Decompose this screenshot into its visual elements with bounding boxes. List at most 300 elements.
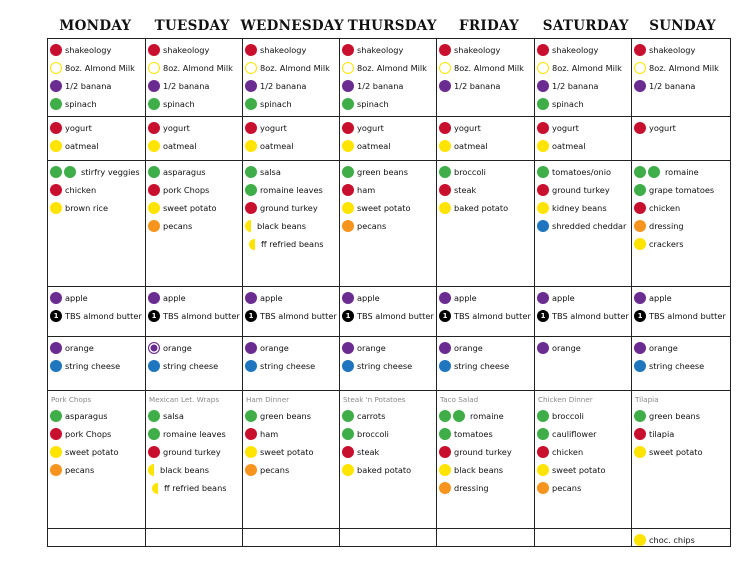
food-item-label: pecans xyxy=(357,221,387,231)
food-item-label: romaine xyxy=(665,167,699,177)
food-item-label: TBS almond butter xyxy=(552,311,629,321)
row-divider xyxy=(48,336,730,337)
blue-dot-icon xyxy=(439,360,451,372)
green-dot-icon xyxy=(64,166,76,178)
red-dot-icon xyxy=(342,446,354,458)
cell-sunday-row-3 xyxy=(632,163,731,286)
green-dot-icon xyxy=(245,98,257,110)
food-item-label: 8oz. Almond Milk xyxy=(65,63,135,73)
green-dot-icon xyxy=(634,166,646,178)
cell-saturday-row-2 xyxy=(535,119,631,160)
food-item-label: green beans xyxy=(649,411,700,421)
food-item xyxy=(245,339,339,357)
food-item xyxy=(439,339,534,357)
tbs-black-dot-icon: 1 xyxy=(634,310,646,322)
red-dot-icon xyxy=(342,122,354,134)
food-item xyxy=(342,59,436,77)
food-item xyxy=(439,357,534,375)
red-dot-icon xyxy=(342,184,354,196)
purple-dot-icon xyxy=(50,342,62,354)
food-item xyxy=(634,531,731,547)
yellow-ring-icon xyxy=(342,62,354,74)
food-item xyxy=(342,137,436,155)
food-item xyxy=(439,425,534,443)
food-item-label: salsa xyxy=(260,167,281,177)
purple-dot-icon xyxy=(439,292,451,304)
red-dot-icon xyxy=(148,184,160,196)
food-item xyxy=(439,119,534,137)
food-item xyxy=(342,95,436,113)
food-item-label: TBS almond butter xyxy=(163,311,240,321)
food-item xyxy=(537,41,631,59)
food-item-label: oatmeal xyxy=(552,141,586,151)
cell-friday-row-4 xyxy=(437,289,534,336)
half-yellow-dot-icon xyxy=(249,239,255,250)
food-item xyxy=(148,357,242,375)
green-dot-icon xyxy=(537,98,549,110)
purple-dot-icon xyxy=(50,292,62,304)
food-item-label: shakeology xyxy=(65,45,112,55)
food-item xyxy=(148,307,242,325)
food-item xyxy=(537,119,631,137)
food-item xyxy=(245,235,339,253)
meal-title: Taco Salad xyxy=(440,395,479,404)
food-item-label: brown rice xyxy=(65,203,109,213)
food-item xyxy=(342,119,436,137)
orange-dot-icon xyxy=(342,220,354,232)
meal-title: Ham Dinner xyxy=(246,395,290,404)
food-item xyxy=(439,59,534,77)
food-item xyxy=(245,217,339,235)
food-item xyxy=(537,137,631,155)
food-item xyxy=(245,461,339,479)
food-item-label: stirfry veggies xyxy=(81,167,140,177)
cell-wednesday-row-5 xyxy=(243,339,339,390)
food-item-label: TBS almond butter xyxy=(260,311,337,321)
green-dot-icon xyxy=(634,184,646,196)
food-item-label: tomatoes xyxy=(454,429,493,439)
green-dot-icon xyxy=(148,98,160,110)
food-item-label: orange xyxy=(454,343,483,353)
food-item-label: string cheese xyxy=(65,361,121,371)
green-dot-icon xyxy=(453,410,465,422)
food-item xyxy=(342,217,436,235)
food-item xyxy=(439,77,534,95)
food-item xyxy=(634,357,731,375)
yellow-dot-icon xyxy=(634,446,646,458)
food-item xyxy=(342,339,436,357)
food-item-label: ham xyxy=(260,429,279,439)
red-dot-icon xyxy=(439,44,451,56)
food-item xyxy=(148,77,242,95)
food-item-label: yogurt xyxy=(357,123,384,133)
food-item xyxy=(245,119,339,137)
red-dot-icon xyxy=(342,44,354,56)
food-item-label: orange xyxy=(260,343,289,353)
food-item-label: oatmeal xyxy=(65,141,99,151)
food-item-label: steak xyxy=(357,447,380,457)
yellow-dot-icon xyxy=(148,202,160,214)
food-item-label: ground turkey xyxy=(163,447,221,457)
food-item xyxy=(148,59,242,77)
food-item-label: shakeology xyxy=(552,45,599,55)
yellow-dot-icon xyxy=(245,140,257,152)
day-header-monday: MONDAY xyxy=(59,18,132,34)
food-item-label: pork Chops xyxy=(65,429,112,439)
food-item-label: sweet potato xyxy=(649,447,703,457)
cell-tuesday-row-3 xyxy=(146,163,242,286)
day-header-saturday: SATURDAY xyxy=(542,18,629,34)
food-item xyxy=(634,307,731,325)
red-dot-icon xyxy=(537,446,549,458)
purple-ring-dot-icon xyxy=(148,342,160,354)
tbs-black-dot-icon: 1 xyxy=(50,310,62,322)
cell-monday-row-4 xyxy=(48,289,145,336)
food-item-label: pork Chops xyxy=(163,185,210,195)
red-dot-icon xyxy=(537,122,549,134)
purple-dot-icon xyxy=(148,292,160,304)
food-item-label: orange xyxy=(357,343,386,353)
day-header-thursday: THURSDAY xyxy=(347,18,437,34)
food-item-label: oatmeal xyxy=(454,141,488,151)
food-item xyxy=(50,339,145,357)
food-item xyxy=(245,357,339,375)
food-item xyxy=(148,217,242,235)
green-dot-icon xyxy=(342,428,354,440)
cell-sunday-row-6 xyxy=(632,393,731,528)
cell-saturday-row-5 xyxy=(535,339,631,390)
red-dot-icon xyxy=(537,44,549,56)
food-item xyxy=(537,407,631,425)
food-item-label: ff refried beans xyxy=(164,483,227,493)
food-item-label: shakeology xyxy=(163,45,210,55)
food-item-label: shredded cheddar xyxy=(552,221,627,231)
food-item xyxy=(439,181,534,199)
food-item xyxy=(634,119,731,137)
green-dot-icon xyxy=(50,410,62,422)
tbs-black-dot-icon: 1 xyxy=(537,310,549,322)
food-item-label: shakeology xyxy=(357,45,404,55)
cell-tuesday-row-1 xyxy=(146,41,242,116)
green-dot-icon xyxy=(439,166,451,178)
food-item-label: 8oz. Almond Milk xyxy=(163,63,233,73)
green-dot-icon xyxy=(148,166,160,178)
blue-dot-icon xyxy=(50,360,62,372)
cell-wednesday-row-1 xyxy=(243,41,339,116)
food-item-label: tomatoes/onio xyxy=(552,167,611,177)
cell-tuesday-row-4 xyxy=(146,289,242,336)
food-item xyxy=(634,425,731,443)
green-dot-icon xyxy=(342,410,354,422)
green-dot-icon xyxy=(634,410,646,422)
green-dot-icon xyxy=(245,184,257,196)
tbs-black-dot-icon: 1 xyxy=(439,310,451,322)
red-dot-icon xyxy=(439,122,451,134)
purple-dot-icon xyxy=(245,342,257,354)
purple-dot-icon xyxy=(634,342,646,354)
half-yellow-dot-icon xyxy=(148,464,154,476)
cell-friday-row-5 xyxy=(437,339,534,390)
green-dot-icon xyxy=(537,166,549,178)
orange-dot-icon xyxy=(439,482,451,494)
red-dot-icon xyxy=(439,184,451,196)
food-item xyxy=(245,425,339,443)
food-item-label: yogurt xyxy=(260,123,287,133)
food-item-label: oatmeal xyxy=(163,141,197,151)
food-item xyxy=(148,95,242,113)
food-item-label: romaine leaves xyxy=(163,429,226,439)
blue-dot-icon xyxy=(342,360,354,372)
food-item xyxy=(148,425,242,443)
food-item xyxy=(342,77,436,95)
food-item xyxy=(634,339,731,357)
food-item xyxy=(148,137,242,155)
yellow-dot-icon xyxy=(439,202,451,214)
food-item-label: chicken xyxy=(649,203,681,213)
yellow-dot-icon xyxy=(342,140,354,152)
food-item-label: green beans xyxy=(357,167,408,177)
food-item xyxy=(342,289,436,307)
food-item-label: baked potato xyxy=(357,465,412,475)
cell-thursday-row-7 xyxy=(340,531,436,547)
food-item xyxy=(439,443,534,461)
food-item-label: TBS almond butter xyxy=(65,311,142,321)
food-item xyxy=(634,407,731,425)
food-item-label: shakeology xyxy=(454,45,501,55)
cell-thursday-row-4 xyxy=(340,289,436,336)
green-dot-icon xyxy=(537,428,549,440)
food-item xyxy=(245,407,339,425)
food-item xyxy=(439,479,534,497)
red-dot-icon xyxy=(50,428,62,440)
blue-dot-icon xyxy=(634,360,646,372)
food-item-label: oatmeal xyxy=(357,141,391,151)
green-dot-icon xyxy=(439,428,451,440)
food-item-label: spinach xyxy=(357,99,389,109)
cell-monday-row-1 xyxy=(48,41,145,116)
yellow-ring-icon xyxy=(634,62,646,74)
food-item xyxy=(439,289,534,307)
red-dot-icon xyxy=(50,184,62,196)
food-item xyxy=(537,163,631,181)
food-item xyxy=(50,95,145,113)
red-dot-icon xyxy=(148,122,160,134)
food-item-label: spinach xyxy=(260,99,292,109)
double-green-dot-icon xyxy=(439,410,467,422)
food-item xyxy=(148,163,242,181)
food-item xyxy=(634,217,731,235)
food-item-label: yogurt xyxy=(65,123,92,133)
food-item xyxy=(342,199,436,217)
cell-sunday-row-4 xyxy=(632,289,731,336)
food-item-label: oatmeal xyxy=(260,141,294,151)
cell-friday-row-7 xyxy=(437,531,534,547)
food-item-label: apple xyxy=(65,293,88,303)
food-item-label: baked potato xyxy=(454,203,509,213)
food-item xyxy=(50,407,145,425)
food-item xyxy=(537,77,631,95)
purple-dot-icon xyxy=(634,292,646,304)
food-item xyxy=(245,163,339,181)
red-dot-icon xyxy=(148,44,160,56)
food-item-label: 8oz. Almond Milk xyxy=(552,63,622,73)
food-item xyxy=(537,95,631,113)
food-item xyxy=(634,443,731,461)
food-item xyxy=(439,307,534,325)
green-dot-icon xyxy=(50,166,62,178)
food-item-label: yogurt xyxy=(552,123,579,133)
food-item xyxy=(245,95,339,113)
food-item-label: 8oz. Almond Milk xyxy=(260,63,330,73)
green-dot-icon xyxy=(342,166,354,178)
cell-monday-row-2 xyxy=(48,119,145,160)
food-item-label: broccoli xyxy=(357,429,389,439)
food-item xyxy=(245,199,339,217)
food-item-label: apple xyxy=(454,293,477,303)
food-item-label: chicken xyxy=(552,447,584,457)
food-item-label: yogurt xyxy=(163,123,190,133)
orange-dot-icon xyxy=(537,482,549,494)
yellow-dot-icon xyxy=(439,464,451,476)
red-dot-icon xyxy=(634,44,646,56)
food-item xyxy=(634,59,731,77)
half-yellow-dot-icon xyxy=(152,483,158,494)
food-item xyxy=(50,357,145,375)
purple-dot-icon xyxy=(245,292,257,304)
food-item-label: sweet potato xyxy=(163,203,217,213)
purple-dot-icon xyxy=(342,342,354,354)
meal-title: Pork Chops xyxy=(51,395,92,404)
blue-dot-icon xyxy=(245,360,257,372)
food-item-label: 1/2 banana xyxy=(65,81,112,91)
food-item-label: green beans xyxy=(260,411,311,421)
cell-sunday-row-2 xyxy=(632,119,731,160)
food-item-label: TBS almond butter xyxy=(357,311,434,321)
food-item xyxy=(245,307,339,325)
yellow-ring-icon xyxy=(50,62,62,74)
cell-thursday-row-5 xyxy=(340,339,436,390)
food-item xyxy=(342,357,436,375)
food-item xyxy=(148,289,242,307)
food-item-label: 8oz. Almond Milk xyxy=(649,63,719,73)
food-item-label: yogurt xyxy=(649,123,676,133)
cell-friday-row-2 xyxy=(437,119,534,160)
food-item xyxy=(148,443,242,461)
food-item xyxy=(50,137,145,155)
food-item xyxy=(245,137,339,155)
green-dot-icon xyxy=(148,410,160,422)
cell-tuesday-row-7 xyxy=(146,531,242,547)
food-item-label: dressing xyxy=(649,221,684,231)
food-item xyxy=(148,407,242,425)
food-item-label: steak xyxy=(454,185,477,195)
cell-saturday-row-6 xyxy=(535,393,631,528)
food-item-label: romaine xyxy=(470,411,504,421)
orange-dot-icon xyxy=(50,464,62,476)
yellow-dot-icon xyxy=(148,140,160,152)
row-divider xyxy=(48,286,730,287)
food-item-label: black beans xyxy=(257,221,307,231)
red-dot-icon xyxy=(50,122,62,134)
red-dot-icon xyxy=(245,122,257,134)
cell-friday-row-1 xyxy=(437,41,534,116)
food-item xyxy=(439,407,534,425)
food-item-label: crackers xyxy=(649,239,684,249)
red-dot-icon xyxy=(439,446,451,458)
yellow-dot-icon xyxy=(245,446,257,458)
cell-wednesday-row-4 xyxy=(243,289,339,336)
row-divider xyxy=(48,160,730,161)
food-item-label: string cheese xyxy=(649,361,705,371)
food-item-label: 1/2 banana xyxy=(454,81,501,91)
cell-sunday-row-5 xyxy=(632,339,731,390)
food-item xyxy=(537,479,631,497)
food-item xyxy=(439,163,534,181)
purple-dot-icon xyxy=(537,80,549,92)
food-item-label: ground turkey xyxy=(260,203,318,213)
food-item xyxy=(537,307,631,325)
yellow-dot-icon xyxy=(634,534,646,546)
food-item xyxy=(537,217,631,235)
purple-dot-icon xyxy=(50,80,62,92)
food-item xyxy=(439,137,534,155)
food-item-label: sweet potato xyxy=(552,465,606,475)
cell-monday-row-7 xyxy=(48,531,145,547)
meal-title: Steak 'n Potatoes xyxy=(343,395,406,404)
purple-dot-icon xyxy=(148,80,160,92)
food-item-label: black beans xyxy=(160,465,210,475)
food-item xyxy=(634,41,731,59)
food-item xyxy=(439,41,534,59)
orange-dot-icon xyxy=(634,220,646,232)
food-item-label: spinach xyxy=(552,99,584,109)
cell-thursday-row-1 xyxy=(340,41,436,116)
orange-dot-icon xyxy=(148,220,160,232)
food-item-label: sweet potato xyxy=(65,447,119,457)
yellow-ring-icon xyxy=(148,62,160,74)
food-item xyxy=(634,199,731,217)
food-item xyxy=(50,119,145,137)
row-divider xyxy=(48,390,730,391)
orange-dot-icon xyxy=(245,464,257,476)
yellow-dot-icon xyxy=(537,202,549,214)
food-item xyxy=(537,289,631,307)
food-item xyxy=(148,181,242,199)
food-item xyxy=(634,163,731,181)
food-item xyxy=(537,443,631,461)
cell-friday-row-3 xyxy=(437,163,534,286)
food-item xyxy=(50,199,145,217)
food-item-label: pecans xyxy=(260,465,290,475)
food-item xyxy=(50,163,145,181)
food-item-label: apple xyxy=(649,293,672,303)
green-dot-icon xyxy=(245,410,257,422)
food-item-label: pecans xyxy=(65,465,95,475)
food-item-label: spinach xyxy=(65,99,97,109)
meal-title: Mexican Let. Wraps xyxy=(149,395,220,404)
red-dot-icon xyxy=(634,428,646,440)
food-item-label: yogurt xyxy=(454,123,481,133)
double-green-dot-icon xyxy=(50,166,78,178)
food-item xyxy=(50,461,145,479)
food-item-label: salsa xyxy=(163,411,184,421)
food-item xyxy=(50,41,145,59)
green-dot-icon xyxy=(50,98,62,110)
food-item xyxy=(342,407,436,425)
food-item-label: broccoli xyxy=(552,411,584,421)
purple-dot-icon xyxy=(537,342,549,354)
food-item-label: asparagus xyxy=(65,411,108,421)
